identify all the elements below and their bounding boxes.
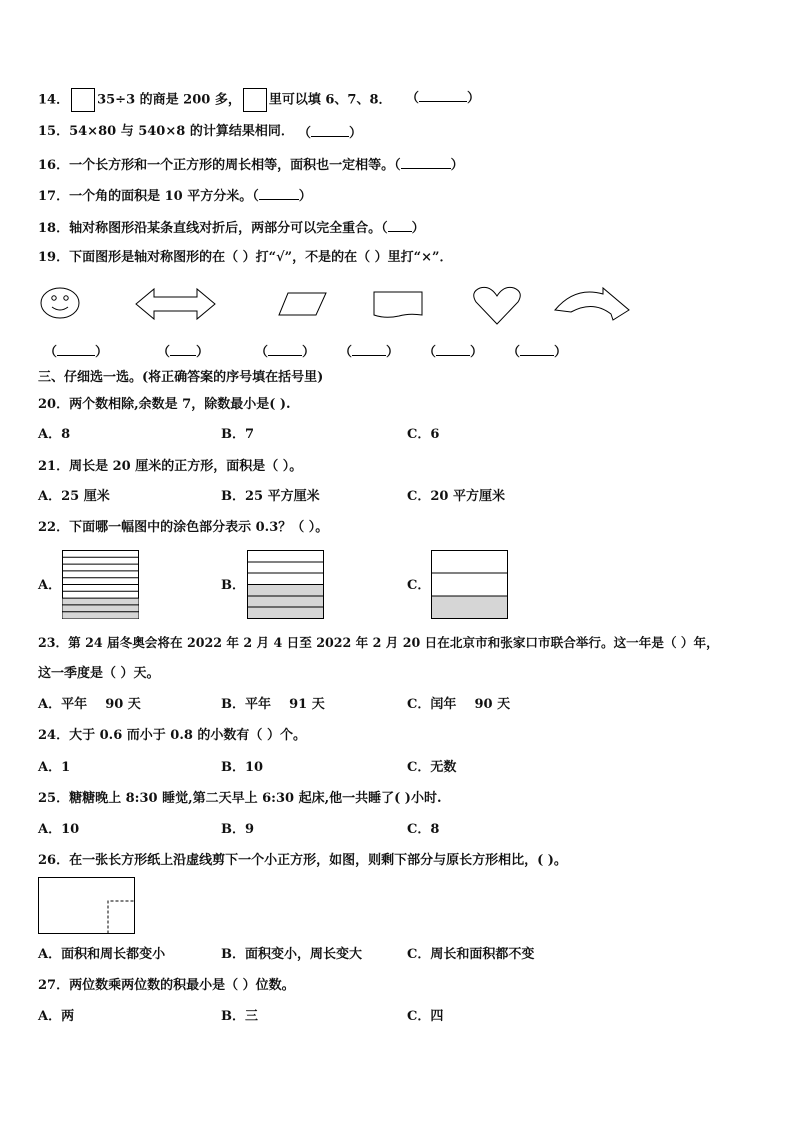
question-15: 15．54×80 与 540×8 的计算结果相同．	[38, 124, 294, 139]
answer-blank[interactable]	[419, 89, 467, 102]
option-a[interactable]: A．平年 90 天	[38, 697, 141, 712]
option-c[interactable]: C．无数	[407, 760, 457, 775]
option-b[interactable]: B．10	[221, 760, 264, 775]
striped-rect-a	[62, 550, 140, 620]
answer-blank[interactable]	[352, 343, 386, 356]
question-14	[38, 88, 392, 112]
blank-box	[71, 88, 95, 112]
question-22: 22．下面哪一幅图中的涂色部分表示 0.3？（ ）。	[38, 520, 329, 535]
option-c[interactable]: C．8	[407, 822, 440, 837]
option-a-label[interactable]: A．	[38, 578, 62, 593]
fig-answer: （ ）	[255, 345, 316, 360]
option-a[interactable]: A．25 厘米	[38, 489, 110, 504]
blank-box	[243, 88, 267, 112]
question-26: 26．在一张长方形纸上沿虚线剪下一个小正方形，如图，则剩下部分与原长方形相比，( )。	[38, 853, 567, 868]
question-24: 24．大于 0.6 而小于 0.8 的小数有（ ）个。	[38, 728, 306, 743]
option-b[interactable]: B．9	[221, 822, 255, 837]
answer-blank[interactable]	[268, 343, 302, 356]
question-17: 17．一个角的面积是 10 平方分米。（ ）	[38, 189, 312, 204]
heart-icon	[472, 286, 524, 326]
answer-blank[interactable]	[259, 187, 299, 200]
curved-arrow-icon	[553, 286, 633, 322]
option-c[interactable]: C．6	[407, 427, 440, 442]
flag-shape-icon	[373, 291, 425, 321]
option-b-label[interactable]: B．	[221, 578, 245, 593]
answer-blank[interactable]	[520, 343, 554, 356]
option-a[interactable]: A．两	[38, 1009, 75, 1024]
answer-blank[interactable]	[388, 219, 412, 232]
question-20: 20．两个数相除,余数是 7，除数最小是( ).	[38, 397, 291, 412]
question-16: 16．一个长方形和一个正方形的周长相等，面积也一定相等。（ ）	[38, 158, 464, 173]
option-c[interactable]: C．四	[407, 1009, 444, 1024]
option-c[interactable]: C．闰年 90 天	[407, 697, 511, 712]
q14-part2: 里可以填 6、7、8．	[268, 92, 392, 108]
option-a[interactable]: A．面积和周长都变小	[38, 947, 166, 962]
option-a[interactable]: A．1	[38, 760, 71, 775]
option-b[interactable]: B．三	[221, 1009, 258, 1024]
rectangle-cut-figure	[38, 877, 136, 937]
double-arrow-icon	[135, 287, 217, 323]
fig-answer: （ ）	[157, 345, 210, 360]
question-23-line2: 这一季度是（ ）天。	[38, 666, 160, 681]
shaded-strip	[63, 612, 139, 619]
smiley-face-icon	[40, 286, 82, 322]
option-a[interactable]: A．10	[38, 822, 80, 837]
question-18: 18．轴对称图形沿某条直线对折后，两部分可以完全重合。（ ）	[38, 221, 425, 236]
fig-answer: （ ）	[507, 345, 568, 360]
answer-blank[interactable]	[57, 343, 95, 356]
option-b[interactable]: B．7	[221, 427, 255, 442]
answer-blank[interactable]	[436, 343, 470, 356]
q14-answer: （ ）	[406, 91, 481, 106]
fig-answer: （ ）	[44, 345, 109, 360]
shaded-strip	[63, 598, 139, 605]
answer-blank[interactable]	[401, 156, 451, 169]
fig-answer: （ ）	[423, 345, 484, 360]
question-27: 27．两位数乘两位数的积最小是（ ）位数。	[38, 978, 295, 993]
q15-answer: （ ）	[298, 126, 363, 141]
option-b[interactable]: B．面积变小，周长变大	[221, 947, 362, 962]
fig-answer: （ ）	[339, 345, 400, 360]
striped-rect-c	[431, 550, 509, 620]
option-b[interactable]: B．25 平方厘米	[221, 489, 320, 504]
question-21: 21．周长是 20 厘米的正方形，面积是（ ）。	[38, 459, 303, 474]
question-25: 25．糖糖晚上 8:30 睡觉,第二天早上 6:30 起床,他一共睡了( )小时.	[38, 791, 442, 806]
option-b[interactable]: B．平年 91 天	[221, 697, 325, 712]
option-c-label[interactable]: C．	[407, 578, 431, 593]
answer-blank[interactable]	[311, 124, 349, 137]
answer-blank[interactable]	[170, 343, 196, 356]
question-23-line1: 23．第 24 届冬奥会将在 2022 年 2 月 4 日至 2022 年 2 月 20 日在北京市和张家口市联合举行。这一年是（ ）年，	[38, 635, 719, 650]
option-c[interactable]: C．20 平方厘米	[407, 489, 505, 504]
option-a[interactable]: A．8	[38, 427, 71, 442]
section-title: 三、仔细选一选。(将正确答案的序号填在括号里)	[38, 370, 324, 385]
question-19: 19．下面图形是轴对称图形的在（ ）打“√”，不是的在（ ）里打“×”．	[38, 250, 453, 265]
option-c[interactable]: C．周长和面积都不变	[407, 947, 535, 962]
striped-rect-b	[247, 550, 325, 620]
q14-number: 14．	[38, 92, 70, 108]
parallelogram-icon	[278, 292, 328, 318]
q14-part1: 35÷3 的商是 200 多，	[97, 92, 241, 108]
shaded-strip	[63, 605, 139, 612]
